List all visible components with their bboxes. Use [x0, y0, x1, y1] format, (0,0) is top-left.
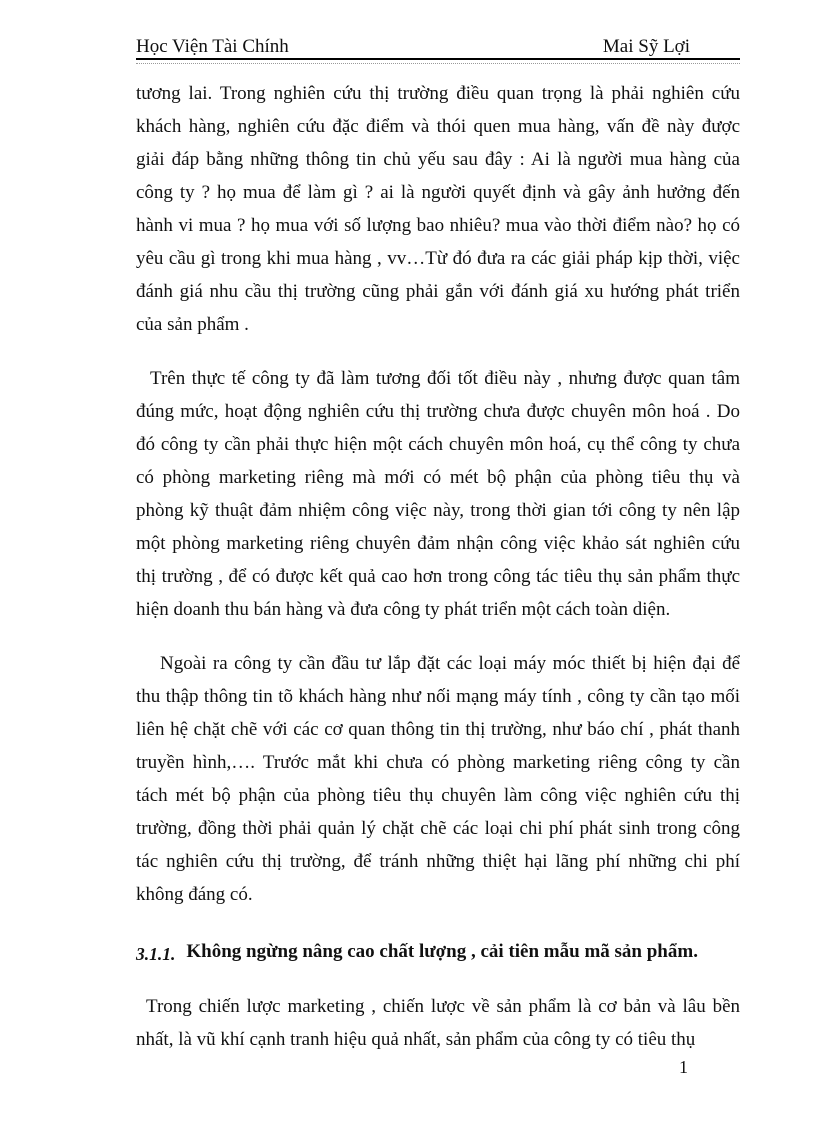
- text-line: Trên thực tế công ty đã làm tương đối tốt điều này , nhưng được quan tâm: [150, 368, 740, 389]
- text-line: phòng kỹ thuật đảm nhiệm công việc này, trong thời gian tới công ty nên lập: [136, 500, 740, 521]
- text-line: một phòng marketing riêng chuyên đảm nhận công việc khảo sát nghiên cứu: [136, 533, 740, 554]
- paragraph-product-strategy: [136, 990, 740, 1056]
- section-heading-number: 3.1.1.: [136, 944, 176, 964]
- text-line: đúng mức, hoạt động nghiên cứu thị trường chưa được chuyên môn hoá . Do: [136, 401, 740, 422]
- text-line: thị trường , để có được kết quả cao hơn trong công tác tiêu thụ sản phẩm thực: [136, 566, 740, 587]
- section-heading: [136, 935, 740, 968]
- text-line: Ngoài ra công ty cần đầu tư lắp đặt các loại máy móc thiết bị hiện đại để: [160, 653, 740, 674]
- text-line: công ty ? họ mua để làm gì ? ai là người quyết định và gây ảnh hưởng đến: [136, 182, 740, 203]
- text-line: tác nghiên cứu thị trường, để tránh những thiệt hại lãng phí những chi phí: [136, 851, 740, 872]
- section-heading-title: Không ngừng nâng cao chất lượng , cải tiên mẫu mã sản phẩm.: [186, 941, 698, 962]
- text-line: Trong chiến lược marketing , chiến lược về sản phẩm là cơ bản và lâu bền: [146, 996, 740, 1017]
- document-body: [136, 77, 740, 1056]
- text-line: trường, đồng thời phải quản lý chặt chẽ các loại chi phí phát sinh trong công: [136, 818, 740, 839]
- text-line: không đáng có.: [136, 884, 253, 905]
- text-line: khách hàng, nghiên cứu đặc điểm và thói quen mua hàng, vấn đề này được: [136, 116, 740, 137]
- paragraph-market-research: [136, 77, 740, 341]
- text-line: thu thập thông tin tõ khách hàng như nối mạng máy tính , công ty cần tạo mối: [136, 686, 740, 707]
- header-right-author: Mai Sỹ Lợi: [602, 36, 690, 57]
- header-left-title: Học Viện Tài Chính: [136, 36, 289, 57]
- page-number: 1: [679, 1057, 688, 1077]
- text-line: hiện doanh thu bán hàng và đưa công ty phát triển một cách toàn diện.: [136, 599, 671, 620]
- paragraph-equipment-investment: [136, 647, 740, 911]
- text-line: hành vi mua ? họ mua với số lượng bao nhiêu? mua vào thời điểm nào? họ có: [136, 215, 740, 236]
- paragraph-company-practice: [136, 362, 740, 626]
- text-line: truyền hình,…. Trước mắt khi chưa có phòng marketing riêng công ty cần: [136, 752, 740, 773]
- text-line: liên hệ chặt chẽ với các cơ quan thông tin thị trường, như báo chí , phát thanh: [136, 719, 740, 740]
- header-rule-dotted: [136, 63, 740, 64]
- text-line: yêu cầu gì trong khi mua hàng , vv…Từ đó đưa ra các giải pháp kịp thời, việc: [136, 248, 740, 269]
- text-line: giải đáp bằng những thông tin chủ yếu sau đây : Ai là người mua hàng của: [136, 149, 740, 170]
- text-line: đó công ty cần phải thực hiện một cách chuyên môn hoá, cụ thể công ty chưa: [136, 434, 740, 455]
- text-line: có phòng marketing riêng mà mới có mét bộ phận của phòng tiêu thụ và: [136, 467, 740, 488]
- text-line: đánh giá nhu cầu thị trường cũng phải gắn với đánh giá xu hướng phát triển: [136, 281, 740, 302]
- text-line: của sản phẩm .: [136, 314, 249, 335]
- text-line: tương lai. Trong nghiên cứu thị trường điều quan trọng là phải nghiên cứu: [136, 83, 740, 104]
- text-line: nhất, là vũ khí cạnh tranh hiệu quả nhất, sản phẩm của công ty có tiêu thụ: [136, 1029, 696, 1050]
- page-header: [136, 37, 740, 57]
- header-rule: [136, 58, 740, 60]
- text-line: tách mét bộ phận của phòng tiêu thụ chuyên làm công việc nghiên cứu thị: [136, 785, 740, 806]
